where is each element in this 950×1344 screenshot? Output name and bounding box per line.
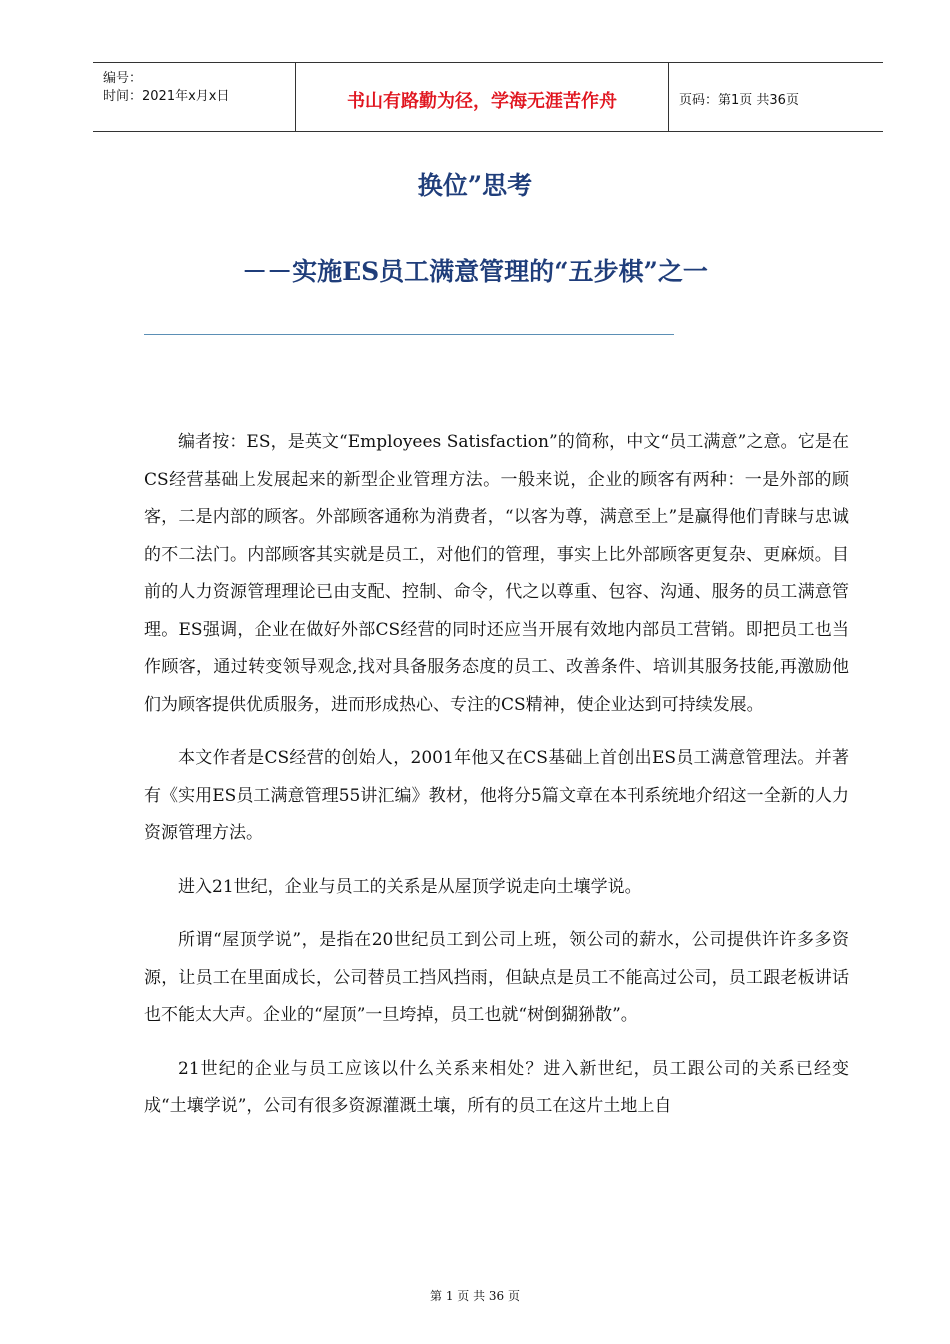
paragraph-roof-theory: 所谓“屋顶学说”，是指在20世纪员工到公司上班，领公司的薪水，公司提供许许多多资源，让员工在里面成长，公司替员工挡风挡雨，但缺点是员工不能高过公司，员工跟老板讲话也不能太大声。企业的“屋顶”一旦垮掉，员工也就“树倒猢狲散”。 — [144, 930, 849, 1025]
paragraph-author-intro: 本文作者是CS经营的创始人，2001年他又在CS基础上首创出ES员工满意管理法。并著有《实用ES员工满意管理55讲汇编》教材，他将分5篇文章在本刊系统地介绍这一全新的人力资源管理方法。 — [144, 748, 849, 843]
page-footer: 第 1 页 共 36 页 — [430, 1289, 520, 1303]
header-right-cell — [669, 63, 883, 131]
paragraph-soil-theory: 21世纪的企业与员工应该以什么关系来相处？进入新世纪，员工跟公司的关系已经变成“土壤学说”，公司有很多资源灌溉土壤，所有的员工在这片土地上自 — [144, 1058, 849, 1116]
header-page-info: 页码：第1页 共36页 — [679, 93, 799, 108]
document-title: 换位”思考 — [417, 171, 533, 200]
title-divider — [144, 334, 674, 335]
header-middle-cell — [295, 63, 669, 131]
header-motto: 书山有路勤为径，学海无涯苦作舟 — [347, 91, 617, 112]
header-left-cell — [93, 63, 295, 131]
paragraph-editor-note: 编者按：ES，是英文“Employees Satisfaction”的简称，中文“员工满意”之意。它是在CS经营基础上发展起来的新型企业管理方法。一般来说，企业的顾客有两种：一是外部的顾客，二是内部的顾客。外部顾客通称为消费者，“以客为尊，满意至上”是赢得他们青睐与忠诚的不二法门。内部顾客其实就是员工，对他们的管理，事实上比外部顾客更复杂、更麻烦。目前的人力资源管理理论已由支配、控制、命令，代之以尊重、包容、沟通、服务的员工满意管理。ES强调，企业在做好外部CS经营的同时还应当开展有效地内部员工营销。即把员工也当作顾客，通过转变领导观念,找对具备服务态度的员工、改善条件、培训其服务技能,再激励他们为顾客提供优质服务，进而形成热心、专注的CS精神，使企业达到可持续发展。 — [144, 432, 849, 715]
document-number-label: 编号： — [103, 71, 143, 86]
paragraph-century-intro: 进入21世纪，企业与员工的关系是从屋顶学说走向土壤学说。 — [178, 876, 642, 897]
document-body — [144, 424, 849, 1142]
page-header — [93, 62, 883, 132]
document-time: 时间：2021年x月x日 — [103, 89, 230, 104]
document-subtitle: －－实施ES员工满意管理的“五步棋”之一 — [242, 257, 708, 286]
